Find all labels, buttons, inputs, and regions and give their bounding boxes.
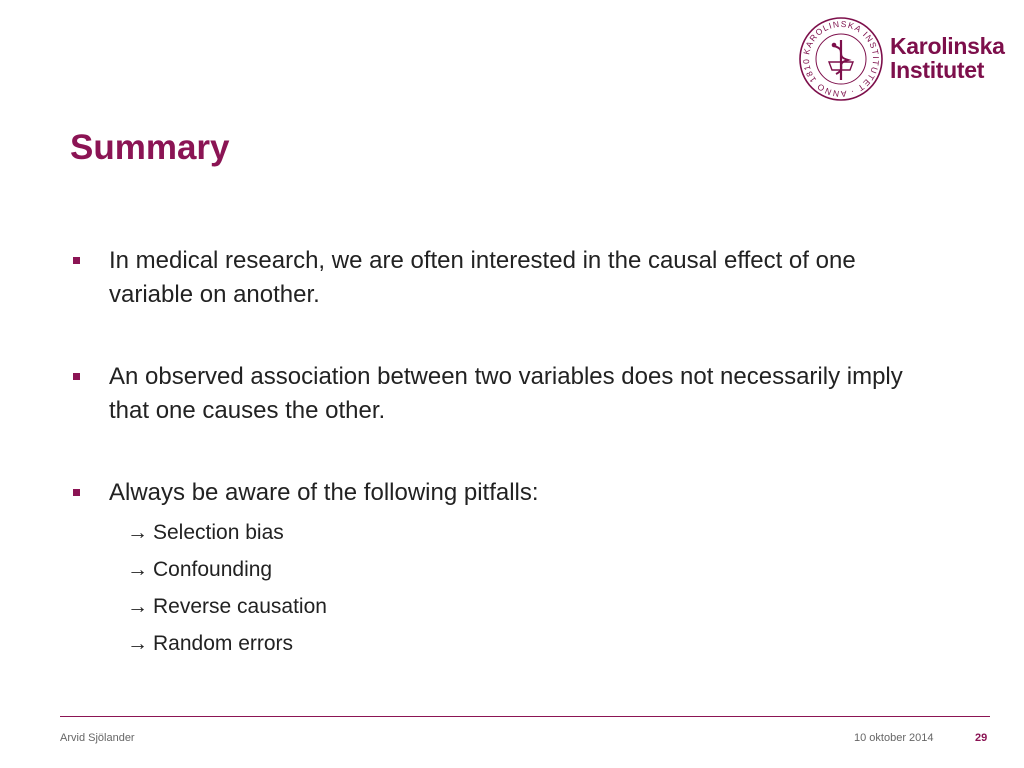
footer-divider <box>60 716 990 717</box>
pitfall-text: Confounding <box>153 558 273 581</box>
arrow-right-icon: → <box>127 558 148 581</box>
pitfall-text: Reverse causation <box>153 595 327 618</box>
square-bullet-icon <box>73 489 80 496</box>
square-bullet-icon <box>73 373 80 380</box>
ki-seal-icon <box>798 16 884 102</box>
logo-line-1: Karolinska <box>890 33 1005 59</box>
bullet-text: Always be aware of the following pitfalls: <box>109 479 539 506</box>
arrow-right-icon: → <box>127 595 148 618</box>
bullet-list <box>70 244 930 710</box>
bullet-text: An observed association between two variables does not necessarily imply that one causes the other. <box>109 363 903 424</box>
slide-title: Summary <box>70 128 230 167</box>
pitfall-list <box>109 514 930 662</box>
pitfall-text: Selection bias <box>153 521 284 544</box>
pitfall-item <box>127 514 930 551</box>
karolinska-logo <box>798 16 1008 102</box>
pitfall-item <box>127 625 930 662</box>
logo-line-2: Institutet <box>890 57 985 83</box>
bullet-item <box>70 476 930 662</box>
square-bullet-icon <box>73 257 80 264</box>
ki-wordmark <box>890 34 1005 82</box>
bullet-item <box>70 360 930 428</box>
pitfall-text: Random errors <box>153 632 294 655</box>
footer-author: Arvid Sjölander <box>60 732 135 744</box>
svg-text:KAROLINSKA INSTITUTET · ANNO 1: KAROLINSKA INSTITUTET · ANNO 1810 <box>800 18 882 100</box>
footer-date: 10 oktober 2014 <box>854 732 934 744</box>
arrow-right-icon: → <box>127 521 148 544</box>
pitfall-item <box>127 588 930 625</box>
pitfall-item <box>127 551 930 588</box>
bullet-item <box>70 244 930 312</box>
bullet-text: In medical research, we are often interested in the causal effect of one variable on another. <box>109 247 856 308</box>
arrow-right-icon: → <box>127 632 148 655</box>
page-number: 29 <box>975 732 988 744</box>
